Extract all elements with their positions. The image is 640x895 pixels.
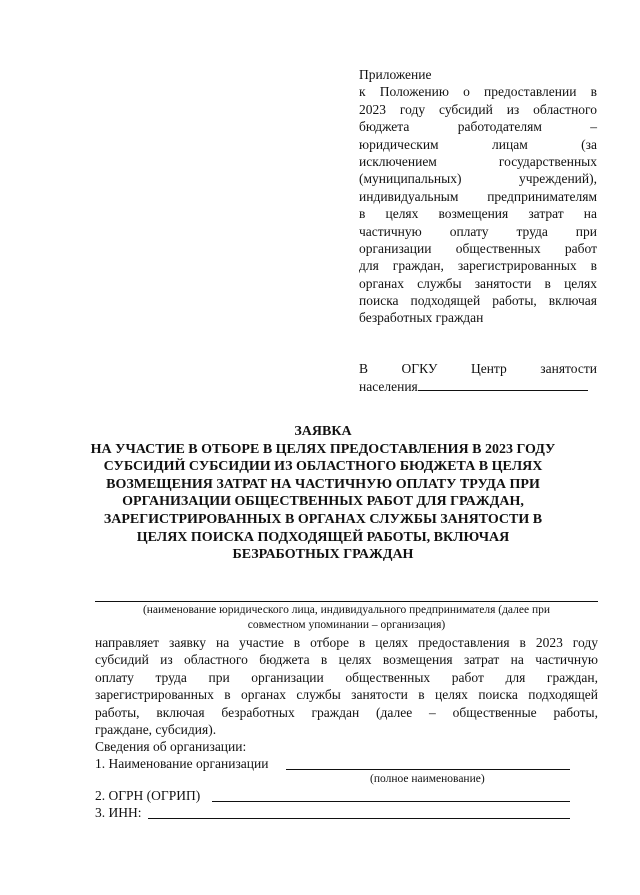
- appendix-line: в целях возмещения затрат на: [359, 206, 597, 222]
- title-line: СУБСИДИЙ СУБСИДИИ ИЗ ОБЛАСТНОГО БЮДЖЕТА В ЦЕЛЯХ: [103, 459, 543, 475]
- appendix-line: для граждан, зарегистрированных в: [359, 258, 597, 274]
- body-line: субсидий из областного бюджета в целях возмещения затрат на частичную: [95, 652, 598, 668]
- appendix-line: бюджета работодателям –: [359, 119, 597, 135]
- recipient-line: В ОГКУ Центр занятости: [359, 361, 597, 376]
- recipient-block: [359, 360, 597, 395]
- appendix-line: (муниципальных) учреждений),: [359, 171, 597, 187]
- inn-label: 3. ИНН:: [95, 805, 142, 820]
- org-name-field: [95, 755, 598, 772]
- appendix-line: организации общественных работ: [359, 240, 597, 256]
- inn-field: [95, 804, 598, 821]
- appendix-line: юридическим лицам (за: [359, 136, 597, 152]
- organization-name-blank-line[interactable]: [95, 601, 598, 602]
- org-info-heading: Сведения об организации:: [95, 739, 247, 754]
- organization-name-caption: [95, 603, 598, 632]
- title-line: ЗАЯВКА: [294, 424, 352, 439]
- appendix-line: Приложение: [359, 67, 432, 82]
- appendix-line: поиска подходящей работы, включая: [359, 293, 597, 309]
- appendix-line: исключением государственных: [359, 153, 597, 169]
- appendix-line: безработных граждан: [359, 310, 484, 326]
- caption-line: совместном упоминании – организация): [247, 618, 446, 631]
- body-line: зарегистрированных в органах службы занятости в целях поиска подходящей: [95, 687, 598, 703]
- body-line: направляет заявку на участие в отборе в целях предоставления в 2023 году: [95, 635, 598, 650]
- title-line: ЗАРЕГИСТРИРОВАННЫХ В ОРГАНАХ СЛУЖБЫ ЗАНЯТОСТИ В: [103, 511, 543, 527]
- title-line: ЦЕЛЯХ ПОИСКА ПОДХОДЯЩЕЙ РАБОТЫ, ВКЛЮЧАЯ: [136, 529, 510, 545]
- title-line: ОРГАНИЗАЦИИ ОБЩЕСТВЕННЫХ РАБОТ ДЛЯ ГРАЖДАН,: [122, 494, 524, 510]
- document-title: [90, 423, 556, 564]
- ogrn-field: [95, 787, 598, 804]
- ogrn-input-line[interactable]: [212, 801, 570, 802]
- org-name-input-line[interactable]: [286, 769, 570, 770]
- ogrn-label: 2. ОГРН (ОГРИП): [95, 788, 201, 803]
- caption-line: (наименование юридического лица, индивидуального предпринимателя (далее при: [142, 604, 551, 616]
- org-name-caption: (полное наименование): [370, 773, 485, 785]
- appendix-line: 2023 году субсидий из областного: [359, 101, 597, 117]
- appendix-line: частичную оплату труда при: [359, 223, 597, 239]
- inn-input-line[interactable]: [148, 818, 570, 819]
- body-line: работы, включая безработных граждан (далее – общественные работы,: [95, 704, 598, 720]
- title-line: НА УЧАСТИЕ В ОТБОРЕ В ЦЕЛЯХ ПРЕДОСТАВЛЕНИЯ В 2023 ГОДУ: [90, 441, 556, 457]
- appendix-line: органах службы занятости в целях: [359, 275, 597, 291]
- body-line: оплату труда при организации общественных работ для граждан,: [95, 669, 598, 685]
- org-name-label: 1. Наименование организации: [95, 756, 269, 771]
- title-line: ВОЗМЕЩЕНИЯ ЗАТРАТ НА ЧАСТИЧНУЮ ОПЛАТУ ТРУДА ПРИ: [106, 476, 540, 492]
- appendix-block: [359, 66, 597, 327]
- recipient-blank-line[interactable]: [418, 377, 588, 391]
- body-line: граждане, субсидия).: [95, 721, 217, 737]
- appendix-line: к Положению о предоставлении в: [359, 84, 597, 100]
- appendix-line: индивидуальным предпринимателям: [359, 188, 597, 204]
- title-line: БЕЗРАБОТНЫХ ГРАЖДАН: [232, 547, 414, 563]
- recipient-label: населения: [359, 379, 418, 395]
- body-paragraph: [95, 634, 598, 738]
- recipient-line: [359, 377, 597, 394]
